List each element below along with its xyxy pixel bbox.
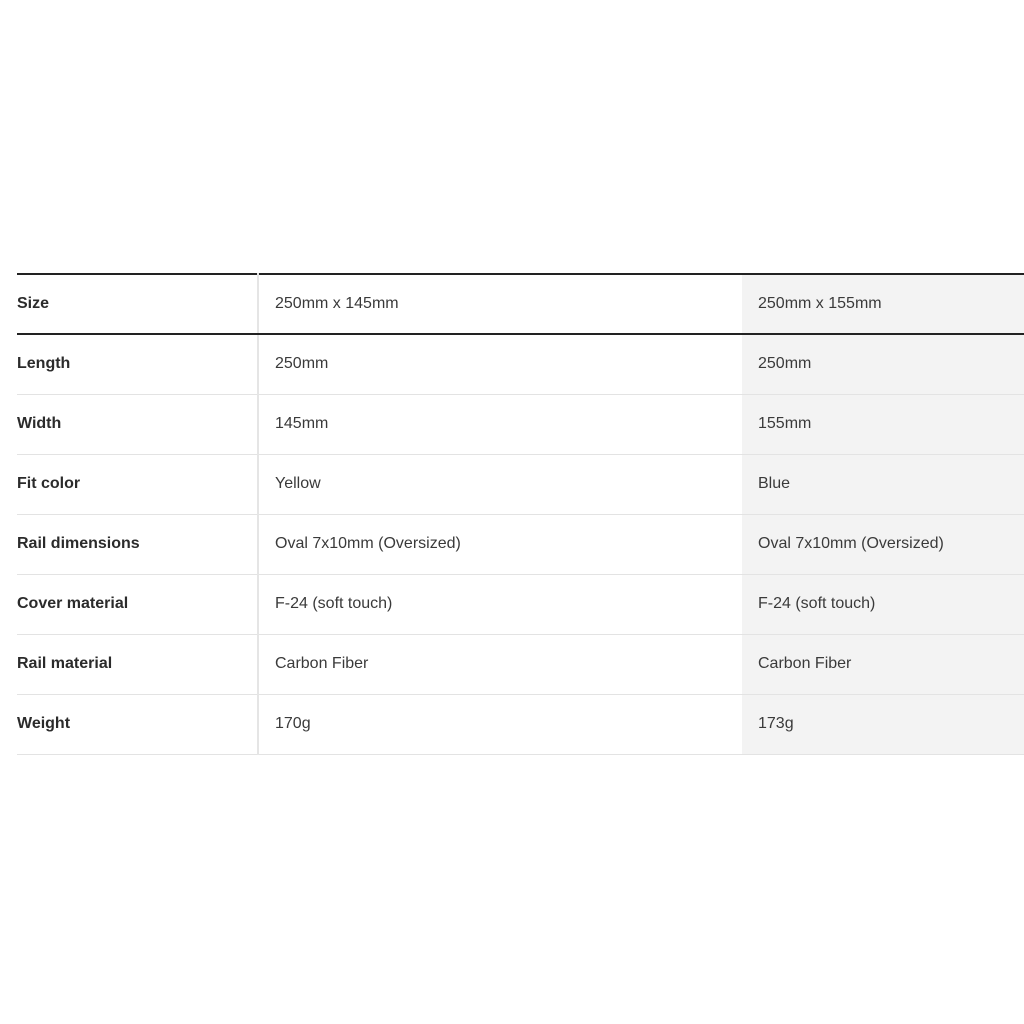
- row-label: Rail material: [17, 634, 258, 694]
- row-value-option-1: F-24 (soft touch): [258, 574, 742, 634]
- row-value-option-2: Blue: [742, 454, 1024, 514]
- header-label-size: Size: [17, 274, 258, 334]
- row-label: Rail dimensions: [17, 514, 258, 574]
- table-header-row: [17, 274, 1024, 334]
- row-value-option-1: Oval 7x10mm (Oversized): [258, 514, 742, 574]
- row-label: Length: [17, 334, 258, 394]
- row-value-option-2: Oval 7x10mm (Oversized): [742, 514, 1024, 574]
- row-value-option-1: Yellow: [258, 454, 742, 514]
- row-value-option-1: 170g: [258, 694, 742, 754]
- table-row: [17, 694, 1024, 754]
- table-row: [17, 454, 1024, 514]
- row-value-option-1: Carbon Fiber: [258, 634, 742, 694]
- row-value-option-1: 145mm: [258, 394, 742, 454]
- row-label: Width: [17, 394, 258, 454]
- row-value-option-2: 173g: [742, 694, 1024, 754]
- row-value-option-1: 250mm: [258, 334, 742, 394]
- table-row: [17, 574, 1024, 634]
- row-label: Fit color: [17, 454, 258, 514]
- spec-comparison-table: [17, 273, 1024, 755]
- header-size-option-2: 250mm x 155mm: [742, 274, 1024, 334]
- row-label: Cover material: [17, 574, 258, 634]
- row-label: Weight: [17, 694, 258, 754]
- row-value-option-2: 250mm: [742, 334, 1024, 394]
- row-value-option-2: 155mm: [742, 394, 1024, 454]
- table-row: [17, 394, 1024, 454]
- table-row: [17, 634, 1024, 694]
- row-value-option-2: F-24 (soft touch): [742, 574, 1024, 634]
- table-row: [17, 514, 1024, 574]
- table-row: [17, 334, 1024, 394]
- row-value-option-2: Carbon Fiber: [742, 634, 1024, 694]
- header-size-option-1: 250mm x 145mm: [258, 274, 742, 334]
